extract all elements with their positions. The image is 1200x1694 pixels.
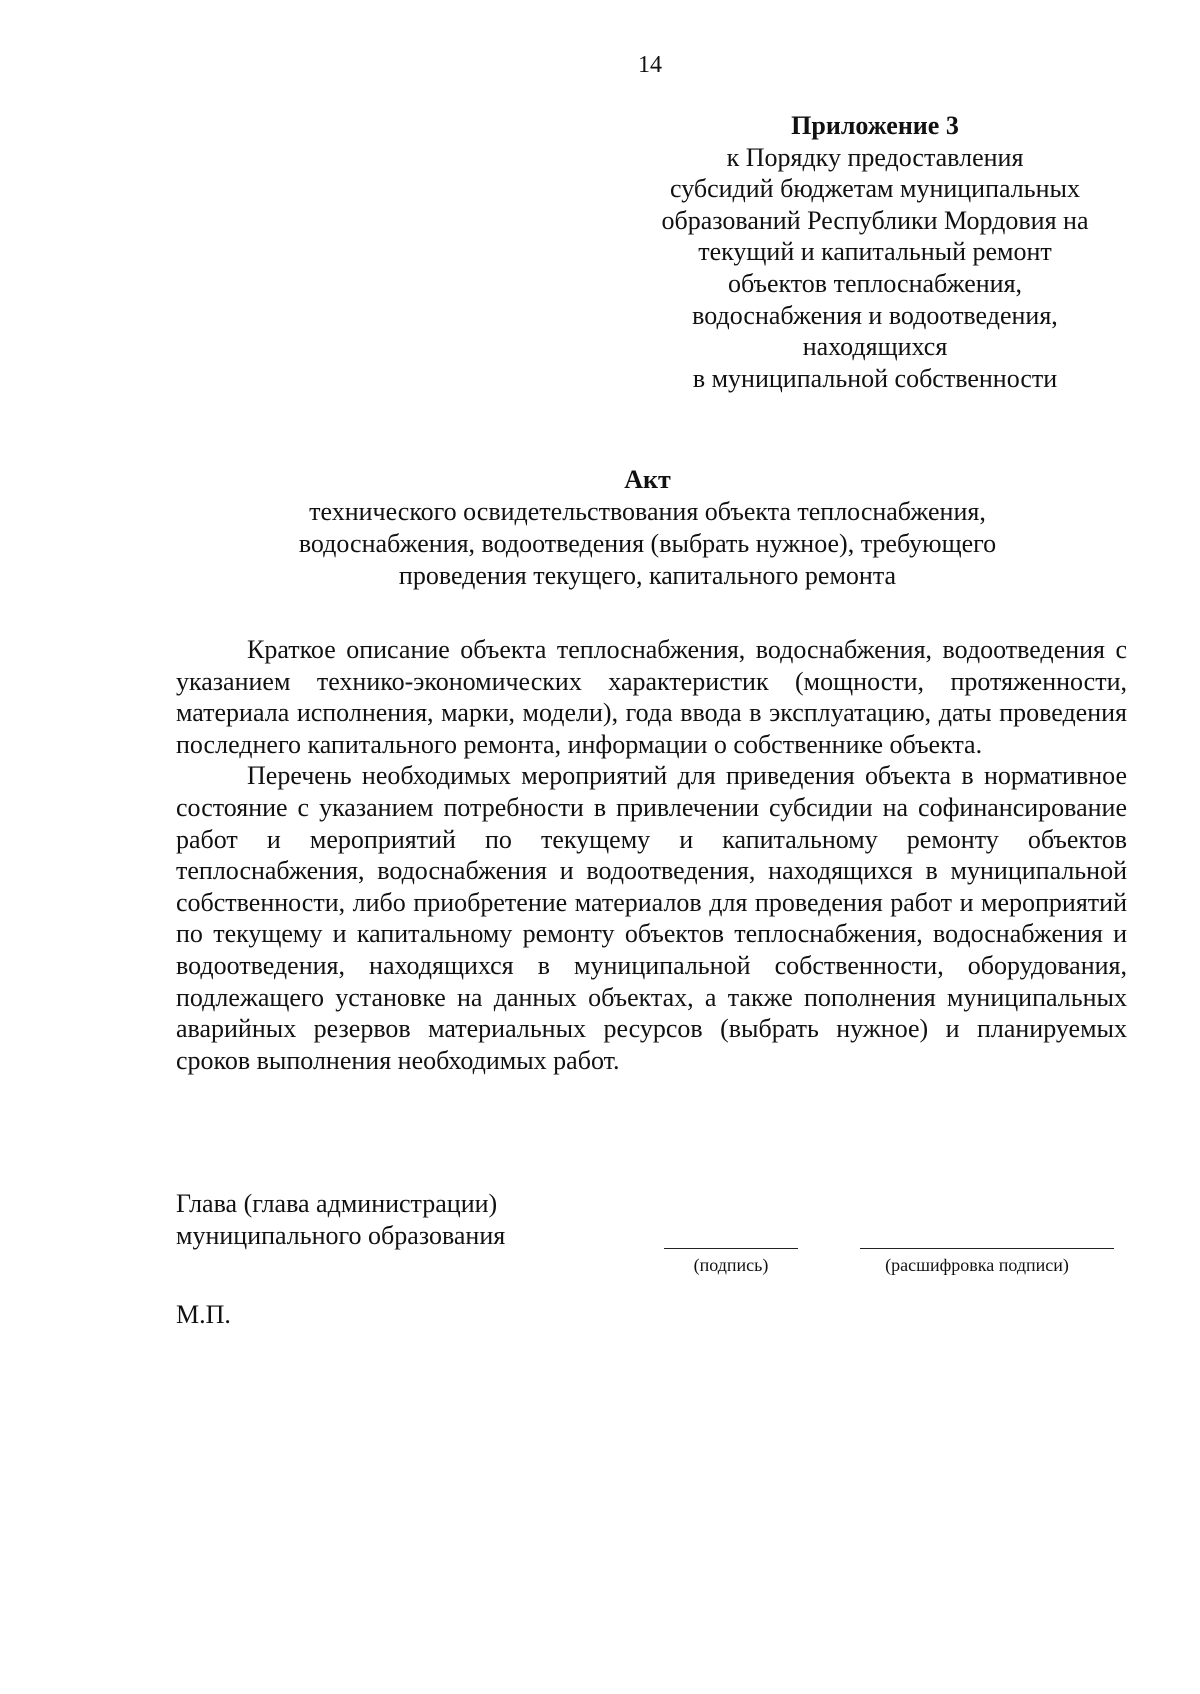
appendix-line: объектов теплоснабжения, <box>727 268 1023 298</box>
act-subtitle-line: водоснабжения, водоотведения (выбрать нужное), требующего <box>298 529 997 558</box>
appendix-line: в муниципальной собственности <box>692 363 1058 393</box>
appendix-line: находящихся <box>802 332 948 362</box>
signature-caption: (подпись) <box>693 1255 769 1275</box>
stamp-place: М.П. <box>176 1300 231 1329</box>
object-description-paragraph: Краткое описание объекта теплоснабжения, водоснабжения, водоотведения с указанием технико-экономических характеристик (мощности, протяженности, материала исполнения, марки, модели), года ввода в эксплуатацию, даты проведения последнего капитального ремонта, информации о собственнике объекта. <box>176 635 1127 759</box>
appendix-line: к Порядку предоставления <box>726 142 1024 172</box>
appendix-line: водоснабжения и водоотведения, <box>692 300 1058 330</box>
document-body <box>176 634 1127 1076</box>
page-number: 14 <box>638 52 662 78</box>
appendix-title: Приложение 3 <box>791 111 959 140</box>
act-subtitle-line: проведения текущего, капитального ремонта <box>398 561 897 590</box>
signature-decoding-line <box>860 1248 1114 1249</box>
signature-line <box>664 1248 798 1249</box>
act-subtitle-line: технического освидетельствования объекта теплоснабжения, <box>309 497 986 526</box>
signature-decoding-caption: (расшифровка подписи) <box>885 1255 1069 1275</box>
act-title: Акт <box>624 465 671 494</box>
signature-position-line: муниципального образования <box>176 1220 506 1250</box>
act-heading <box>170 464 1125 592</box>
appendix-line: субсидий бюджетам муниципальных <box>670 174 1080 204</box>
signature-position <box>176 1188 505 1251</box>
appendix-header <box>640 110 1110 394</box>
appendix-line: образований Республики Мордовия на <box>661 205 1089 235</box>
signature-position-line: Глава (глава администрации) <box>176 1189 498 1218</box>
appendix-line: текущий и капитальный ремонт <box>698 237 1052 267</box>
measures-list-paragraph: Перечень необходимых мероприятий для приведения объекта в нормативное состояние с указанием потребности в привлечении субсидии на софинансирование работ и мероприятий по текущему и капитальному ремонту объектов теплоснабжения, водоснабжения и водоотведения, находящихся в муниципальной собственности, либо приобретение материалов для проведения работ и мероприятий по текущему и капитальному ремонту объектов теплоснабжения, водоснабжения и водоотведения, находящихся в муниципальной собственности, оборудования, подлежащего установке на данных объектах, а также пополнения муниципальных аварийных резервов материальных ресурсов (выбрать нужное) и планируемых сроков выполнения необходимых работ. <box>176 761 1127 1075</box>
